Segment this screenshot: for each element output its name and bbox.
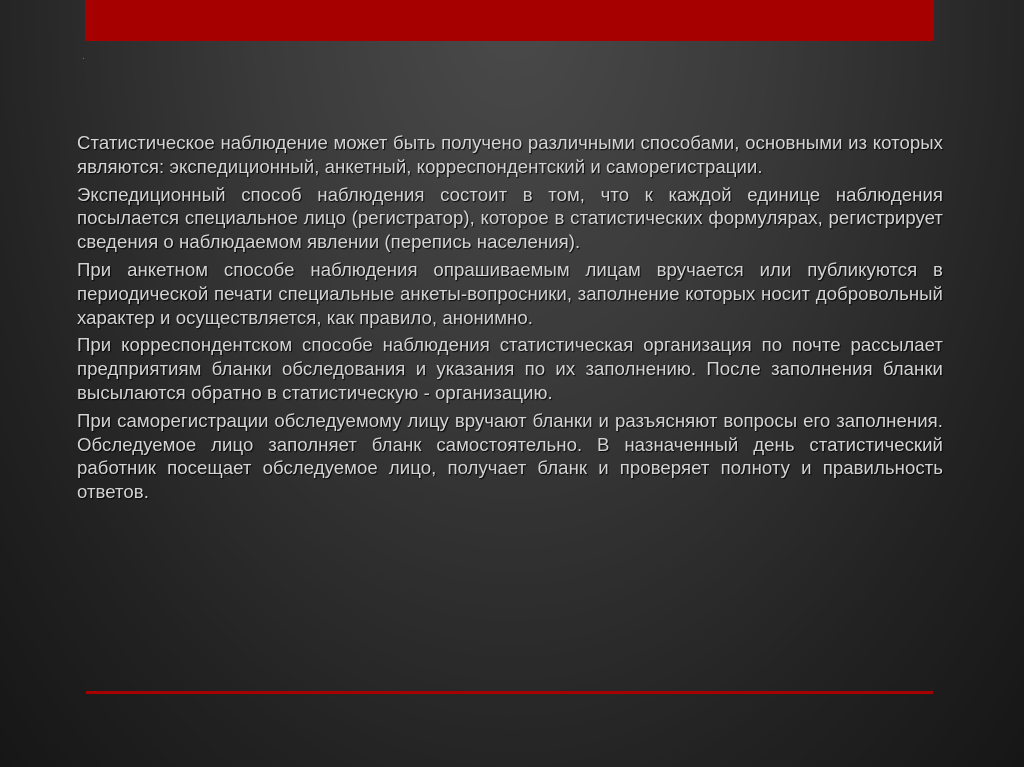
- paragraph-questionnaire-method: При анкетном способе наблюдения опрашиваемым лицам вручается или публикуются в периодической печати специальные анкеты-вопросники, заполнение которых носит добровольный характер и осуществляется, как правило, анонимно.: [77, 258, 943, 328]
- slide-marker: .: [82, 51, 85, 62]
- paragraph-correspondent-method: При корреспондентском способе наблюдения статистическая организация по почте рассылает предприятиям бланки обследования и указания по их заполнению. После заполнения бланки высылаются обратно в статистическую - организацию.: [77, 334, 943, 403]
- paragraph-methods-overview: Статистическое наблюдение может быть получено различными способами, основными из которых являются: экспедиционный, анкетный, корреспондентский и саморегистрации.: [77, 132, 943, 177]
- bottom-accent-line: [86, 691, 933, 694]
- top-accent-bar: [85, 0, 934, 41]
- paragraph-expedition-method: Экспедиционный способ наблюдения состоит в том, что к каждой единице наблюдения посылается специальное лицо (регистратор), которое в статистических формулярах, регистрирует сведения о наблюдаемом явлении (перепись населения).: [77, 183, 943, 253]
- paragraph-self-registration-method: При саморегистрации обследуемому лицу вручают бланки и разъясняют вопросы его заполнения. Обследуемое лицо заполняет бланк самостоятельно. В назначенный день статистический работник посещает обследуемое лицо, получает бланк и проверяет полноту и правильность ответов.: [77, 409, 943, 503]
- slide-body: [77, 131, 943, 508]
